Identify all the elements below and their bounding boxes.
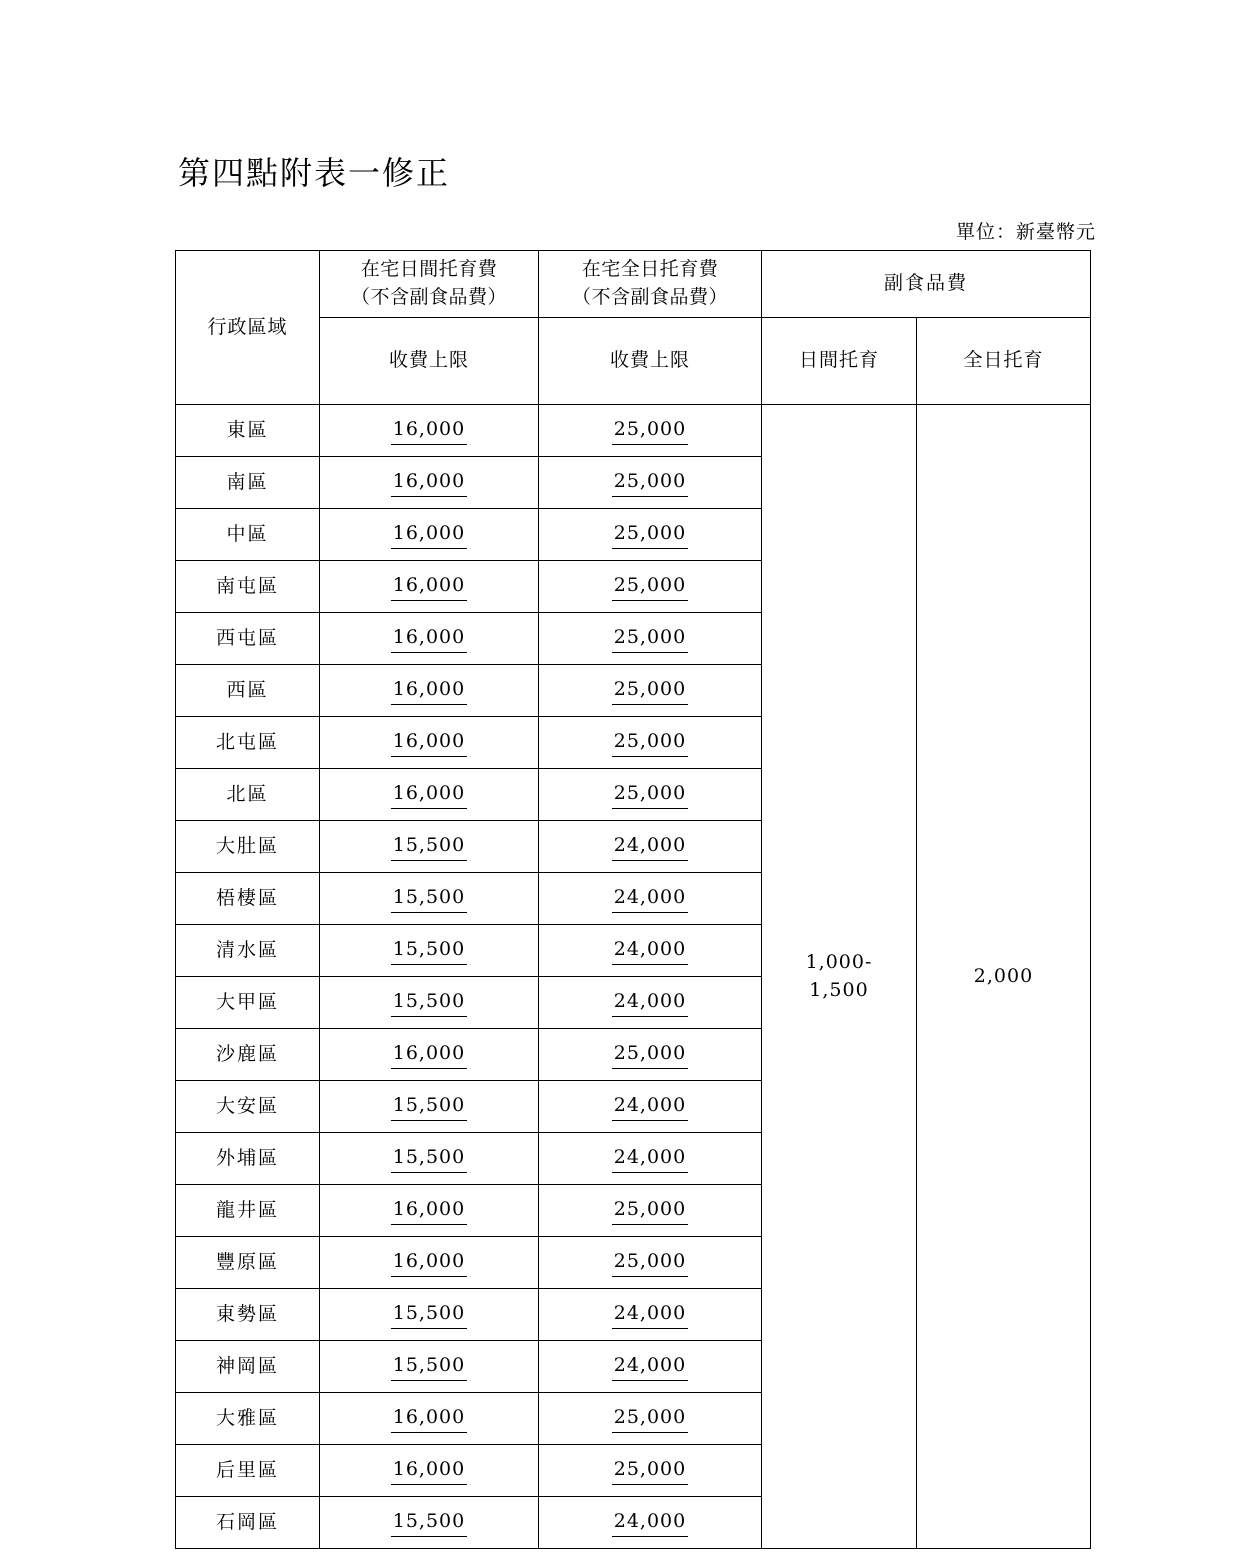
full-care-fee-value: 24,000	[612, 884, 688, 914]
full-care-fee-cell	[539, 561, 762, 613]
full-care-fee-value: 24,000	[612, 1352, 688, 1382]
full-care-fee-value: 24,000	[612, 936, 688, 966]
full-care-fee-value: 24,000	[612, 988, 688, 1018]
full-care-fee-cell	[539, 457, 762, 509]
day-care-fee-value: 16,000	[391, 468, 467, 498]
day-care-fee-cell	[320, 1185, 539, 1237]
table-body	[176, 251, 1091, 1549]
day-care-fee-cell	[320, 405, 539, 457]
header-home-day-care	[320, 251, 539, 318]
day-care-fee-cell	[320, 1081, 539, 1133]
currency-unit-note: 單位：新臺幣元	[955, 221, 1096, 243]
region-cell: 大安區	[176, 1081, 320, 1133]
full-care-fee-value: 25,000	[612, 1456, 688, 1486]
full-care-fee-cell	[539, 1237, 762, 1289]
full-care-fee-cell	[539, 1497, 762, 1549]
full-care-fee-cell	[539, 873, 762, 925]
header-side-food-day: 日間托育	[762, 318, 917, 405]
region-cell: 東區	[176, 405, 320, 457]
day-care-fee-cell	[320, 665, 539, 717]
full-care-fee-cell	[539, 613, 762, 665]
day-care-fee-cell	[320, 873, 539, 925]
full-care-fee-cell	[539, 509, 762, 561]
day-care-fee-value: 16,000	[391, 1248, 467, 1278]
day-care-fee-value: 16,000	[391, 728, 467, 758]
full-care-fee-value: 25,000	[612, 676, 688, 706]
full-care-fee-value: 25,000	[612, 520, 688, 550]
full-care-fee-cell	[539, 405, 762, 457]
day-care-fee-cell	[320, 561, 539, 613]
full-care-fee-cell	[539, 977, 762, 1029]
day-care-fee-cell	[320, 1133, 539, 1185]
day-care-fee-cell	[320, 509, 539, 561]
day-care-fee-cell	[320, 1341, 539, 1393]
region-cell: 南屯區	[176, 561, 320, 613]
day-care-fee-value: 15,500	[391, 1352, 467, 1382]
region-cell: 北區	[176, 769, 320, 821]
full-care-fee-cell	[539, 665, 762, 717]
day-care-fee-cell	[320, 1237, 539, 1289]
region-cell: 外埔區	[176, 1133, 320, 1185]
full-care-fee-value: 25,000	[612, 468, 688, 498]
full-care-fee-value: 24,000	[612, 832, 688, 862]
day-care-fee-value: 15,500	[391, 1092, 467, 1122]
day-care-fee-value: 16,000	[391, 676, 467, 706]
region-cell: 后里區	[176, 1445, 320, 1497]
full-care-fee-cell	[539, 1445, 762, 1497]
side-food-day-value-cell	[762, 405, 917, 1549]
day-care-fee-value: 16,000	[391, 572, 467, 602]
day-care-fee-value: 16,000	[391, 1196, 467, 1226]
side-food-day-line2: 1,500	[809, 978, 869, 1001]
full-care-fee-cell	[539, 1133, 762, 1185]
region-cell: 清水區	[176, 925, 320, 977]
region-cell: 石岡區	[176, 1497, 320, 1549]
side-food-full-value-cell: 2,000	[917, 405, 1091, 1549]
day-care-fee-value: 16,000	[391, 1456, 467, 1486]
region-cell: 梧棲區	[176, 873, 320, 925]
full-care-fee-value: 25,000	[612, 780, 688, 810]
table-row	[176, 405, 1091, 457]
day-care-fee-cell	[320, 1029, 539, 1081]
region-cell: 東勢區	[176, 1289, 320, 1341]
day-care-fee-value: 15,500	[391, 988, 467, 1018]
header-region: 行政區域	[176, 251, 320, 405]
day-care-fee-value: 15,500	[391, 1508, 467, 1538]
day-care-fee-cell	[320, 613, 539, 665]
day-care-fee-value: 16,000	[391, 520, 467, 550]
full-care-fee-value: 25,000	[612, 572, 688, 602]
region-cell: 中區	[176, 509, 320, 561]
day-care-fee-cell	[320, 925, 539, 977]
full-care-fee-value: 24,000	[612, 1300, 688, 1330]
header-fee-cap-day: 收費上限	[320, 318, 539, 405]
region-cell: 西區	[176, 665, 320, 717]
page-title: 第四點附表一修正	[178, 154, 451, 192]
region-cell: 南區	[176, 457, 320, 509]
day-care-fee-value: 16,000	[391, 1404, 467, 1434]
day-care-fee-cell	[320, 1393, 539, 1445]
header-home-full-care	[539, 251, 762, 318]
full-care-fee-cell	[539, 821, 762, 873]
day-care-fee-cell	[320, 457, 539, 509]
full-care-fee-value: 25,000	[612, 416, 688, 446]
full-care-fee-cell	[539, 769, 762, 821]
region-cell: 豐原區	[176, 1237, 320, 1289]
day-care-fee-cell	[320, 977, 539, 1029]
header-side-food-full: 全日托育	[917, 318, 1091, 405]
full-care-fee-cell	[539, 1289, 762, 1341]
full-care-fee-cell	[539, 1185, 762, 1237]
header-home-day-care-line1: 在宅日間托育費	[360, 258, 498, 281]
region-cell: 神岡區	[176, 1341, 320, 1393]
day-care-fee-cell	[320, 717, 539, 769]
day-care-fee-value: 15,500	[391, 832, 467, 862]
full-care-fee-cell	[539, 717, 762, 769]
day-care-fee-cell	[320, 769, 539, 821]
header-home-day-care-line2: （不含副食品費）	[350, 286, 507, 308]
day-care-fee-value: 15,500	[391, 1300, 467, 1330]
region-cell: 大肚區	[176, 821, 320, 873]
full-care-fee-cell	[539, 1341, 762, 1393]
day-care-fee-value: 16,000	[391, 624, 467, 654]
region-cell: 大甲區	[176, 977, 320, 1029]
header-row-1	[176, 251, 1091, 318]
day-care-fee-cell	[320, 1289, 539, 1341]
full-care-fee-value: 25,000	[612, 728, 688, 758]
region-cell: 龍井區	[176, 1185, 320, 1237]
full-care-fee-value: 24,000	[612, 1508, 688, 1538]
header-fee-cap-full: 收費上限	[539, 318, 762, 405]
header-home-full-care-line1: 在宅全日托育費	[581, 258, 719, 281]
region-cell: 沙鹿區	[176, 1029, 320, 1081]
day-care-fee-value: 16,000	[391, 780, 467, 810]
full-care-fee-value: 25,000	[612, 624, 688, 654]
header-side-food-fee: 副食品費	[762, 251, 1091, 318]
side-food-day-line1: 1,000-	[805, 950, 873, 973]
full-care-fee-cell	[539, 925, 762, 977]
childcare-fee-table	[175, 250, 1091, 1549]
full-care-fee-value: 25,000	[612, 1196, 688, 1226]
day-care-fee-value: 15,500	[391, 1144, 467, 1174]
day-care-fee-value: 15,500	[391, 936, 467, 966]
full-care-fee-cell	[539, 1393, 762, 1445]
full-care-fee-value: 24,000	[612, 1144, 688, 1174]
day-care-fee-value: 16,000	[391, 1040, 467, 1070]
day-care-fee-cell	[320, 1497, 539, 1549]
day-care-fee-cell	[320, 1445, 539, 1497]
full-care-fee-value: 25,000	[612, 1040, 688, 1070]
full-care-fee-value: 25,000	[612, 1404, 688, 1434]
day-care-fee-value: 16,000	[391, 416, 467, 446]
region-cell: 西屯區	[176, 613, 320, 665]
full-care-fee-value: 24,000	[612, 1092, 688, 1122]
full-care-fee-cell	[539, 1081, 762, 1133]
full-care-fee-value: 25,000	[612, 1248, 688, 1278]
day-care-fee-cell	[320, 821, 539, 873]
day-care-fee-value: 15,500	[391, 884, 467, 914]
region-cell: 北屯區	[176, 717, 320, 769]
header-home-full-care-line2: （不含副食品費）	[571, 286, 728, 308]
full-care-fee-cell	[539, 1029, 762, 1081]
region-cell: 大雅區	[176, 1393, 320, 1445]
